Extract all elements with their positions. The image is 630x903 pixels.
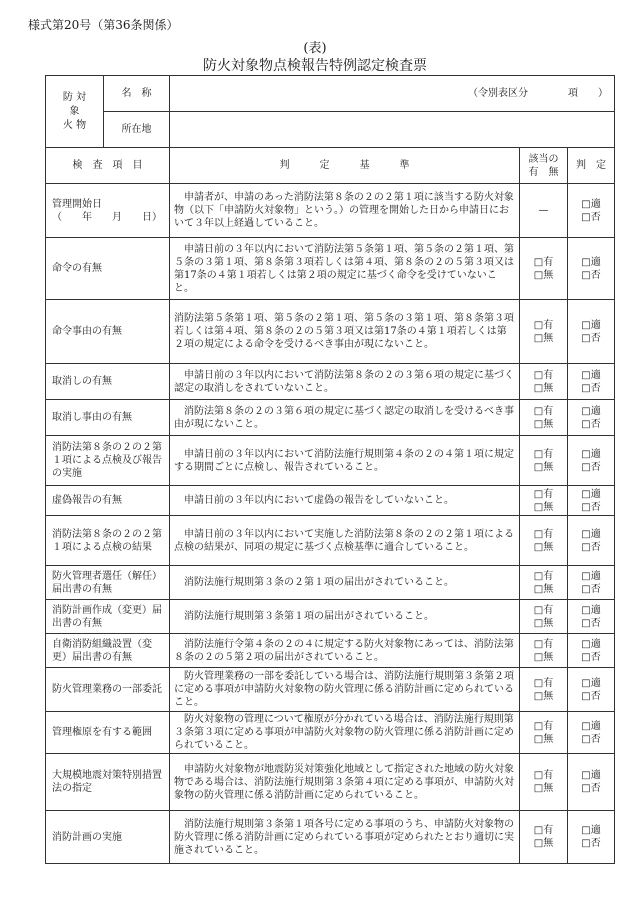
applicable-checkbox[interactable]: □無 bbox=[533, 783, 554, 794]
judgment-checkbox[interactable]: □否 bbox=[581, 783, 601, 794]
judgment-checkbox[interactable]: □適 bbox=[581, 825, 601, 836]
header-criteria: 判 定 基 準 bbox=[170, 148, 520, 184]
applicable-checkbox[interactable]: □有 bbox=[533, 405, 554, 417]
table-row bbox=[46, 300, 615, 364]
criteria-text: 消防法施行規則第３条の２第１項の届出がされていること。 bbox=[170, 566, 520, 600]
table-row bbox=[46, 486, 615, 516]
inspection-item: 虚偽報告の有無 bbox=[46, 486, 170, 516]
applicable-cell bbox=[520, 566, 568, 600]
judgment-checkbox[interactable]: □否 bbox=[581, 541, 601, 553]
judgment-cell bbox=[568, 600, 615, 634]
applicable-checkbox[interactable]: □有 bbox=[533, 570, 554, 582]
location-label: 所在地 bbox=[104, 112, 170, 148]
inspection-table bbox=[45, 75, 615, 864]
judgment-checkbox[interactable]: □適 bbox=[581, 405, 601, 417]
judgment-checkbox[interactable]: □否 bbox=[581, 382, 601, 394]
inspection-item: 管理権原を有する範囲 bbox=[46, 712, 170, 754]
applicable-checkbox[interactable]: □有 bbox=[533, 770, 554, 781]
judgment-cell bbox=[568, 300, 615, 364]
applicable-cell bbox=[520, 238, 568, 300]
applicable-cell bbox=[520, 600, 568, 634]
applicable-checkbox[interactable]: □有 bbox=[533, 488, 554, 500]
criteria-text: 申請者が、申請のあった消防法第８条の２の２第１項に該当する防火対象物（以下「申請防火対象物」という。）の管理を開始した日から申請日において３年以上経過していること。 bbox=[170, 184, 520, 238]
judgment-checkbox[interactable]: □否 bbox=[581, 269, 601, 281]
judgment-cell bbox=[568, 436, 615, 486]
judgment-checkbox[interactable]: □適 bbox=[581, 256, 601, 268]
name-label: 名 称 bbox=[104, 76, 170, 112]
form-number: 様式第20号（第36条関係） bbox=[28, 18, 179, 32]
target-vertical-label: 防 対 象 火 物 bbox=[46, 76, 104, 148]
inspection-item: 命令の有無 bbox=[46, 238, 170, 300]
judgment-checkbox[interactable]: □否 bbox=[581, 461, 601, 473]
table-row bbox=[46, 600, 615, 634]
applicable-cell bbox=[520, 364, 568, 400]
judgment-checkbox[interactable]: □適 bbox=[581, 198, 601, 210]
applicable-checkbox[interactable]: □無 bbox=[533, 651, 554, 663]
judgment-checkbox[interactable]: □適 bbox=[581, 448, 601, 460]
judgment-cell bbox=[568, 184, 615, 238]
judgment-checkbox[interactable]: □否 bbox=[581, 501, 601, 513]
inspection-item: 命令事由の有無 bbox=[46, 300, 170, 364]
judgment-cell bbox=[568, 634, 615, 668]
applicable-cell bbox=[520, 811, 568, 864]
applicable-cell bbox=[520, 300, 568, 364]
table-row bbox=[46, 238, 615, 300]
criteria-text: 消防法第５条第１項、第５条の２第１項、第５条の３第１項、第８条第３項若しくは第４項、第８条の２の５第３項又は第17条の４第１項若しくは第２項の規定による命令を受けるべき事由が現にないこと。 bbox=[170, 300, 520, 364]
judgment-cell bbox=[568, 754, 615, 811]
criteria-text: 消防法施行規則第３条第１項の届出がされていること。 bbox=[170, 600, 520, 634]
applicable-cell bbox=[520, 634, 568, 668]
table-row bbox=[46, 668, 615, 712]
applicable-checkbox[interactable]: □有 bbox=[533, 720, 554, 732]
applicable-checkbox[interactable]: □有 bbox=[533, 825, 554, 836]
judgment-checkbox[interactable]: □適 bbox=[581, 570, 601, 582]
inspection-item: 消防法第８条の２の２第１項による点検の結果 bbox=[46, 516, 170, 566]
judgment-cell bbox=[568, 811, 615, 864]
judgment-cell bbox=[568, 400, 615, 436]
table-row bbox=[46, 811, 615, 864]
table-row bbox=[46, 516, 615, 566]
applicable-checkbox[interactable]: □無 bbox=[533, 418, 554, 430]
applicable-checkbox[interactable]: □有 bbox=[533, 604, 554, 616]
judgment-checkbox[interactable]: □否 bbox=[581, 211, 601, 223]
applicable-cell bbox=[520, 668, 568, 712]
criteria-text: 申請日前の３年以内において実施した消防法第８条の２の２第１項による点検の結果が、同項の規定に基づく点検基準に適合していること。 bbox=[170, 516, 520, 566]
applicable-cell bbox=[520, 400, 568, 436]
applicable-checkbox[interactable]: □無 bbox=[533, 733, 554, 745]
judgment-cell bbox=[568, 668, 615, 712]
criteria-text: 防火管理業務の一部を委託している場合は、消防法施行規則第３条第２項に定める事項が申請防火対象物の防火管理に係る消防計画に定められていること。 bbox=[170, 668, 520, 712]
applicable-checkbox[interactable]: □無 bbox=[533, 501, 554, 513]
judgment-checkbox[interactable]: □適 bbox=[581, 677, 601, 689]
inspection-item: 取消し事由の有無 bbox=[46, 400, 170, 436]
criteria-text: 防火対象物の管理について権原が分かれている場合は、消防法施行規則第３条第３項に定める事項が申請防火対象物の防火管理に係る消防計画に定められていること。 bbox=[170, 712, 520, 754]
inspection-item: 大規模地震対策特別措置法の指定 bbox=[46, 754, 170, 811]
table-row bbox=[46, 436, 615, 486]
judgment-checkbox[interactable]: □否 bbox=[581, 733, 601, 745]
judgment-cell bbox=[568, 516, 615, 566]
judgment-checkbox[interactable]: □適 bbox=[581, 488, 601, 500]
judgment-cell bbox=[568, 364, 615, 400]
judgment-checkbox[interactable]: □否 bbox=[581, 332, 601, 344]
header-judgment: 判 定 bbox=[568, 148, 615, 184]
applicable-cell bbox=[520, 486, 568, 516]
header-applicable: 該当の有 無 bbox=[520, 148, 568, 184]
criteria-text: 申請日前の３年以内において消防法施行規則第４条の２の４第１項に規定する期間ごとに点検し、報告されていること。 bbox=[170, 436, 520, 486]
inspection-item: 管理開始日 （ 年 月 日） bbox=[46, 184, 170, 238]
judgment-cell bbox=[568, 238, 615, 300]
document-title: 防火対象物点検報告特例認定検査票 bbox=[203, 58, 427, 74]
criteria-text: 申請日前の３年以内において消防法第５条第１項、第５条の２第１項、第５条の３第１項、第８条第３項若しくは第４項、第８条の２の５第３項又は第17条の４第１項若しくは第２項の規定に基づく命令を受けていないこと。 bbox=[170, 238, 520, 300]
judgment-checkbox[interactable]: □否 bbox=[581, 617, 601, 629]
side-label: (表) bbox=[303, 41, 327, 56]
applicable-checkbox[interactable]: □有 bbox=[533, 319, 554, 331]
applicable-checkbox[interactable]: □無 bbox=[533, 617, 554, 629]
inspection-item: 取消しの有無 bbox=[46, 364, 170, 400]
inspection-item: 消防計画作成（変更）届出書の有無 bbox=[46, 600, 170, 634]
judgment-checkbox[interactable]: □適 bbox=[581, 720, 601, 732]
applicable-cell bbox=[520, 516, 568, 566]
judgment-checkbox[interactable]: □適 bbox=[581, 369, 601, 381]
applicable-cell bbox=[520, 184, 568, 238]
applicable-checkbox[interactable]: □有 bbox=[533, 256, 554, 268]
inspection-item: 消防計画の実施 bbox=[46, 811, 170, 864]
applicable-cell bbox=[520, 712, 568, 754]
judgment-checkbox[interactable]: □適 bbox=[581, 528, 601, 540]
inspection-item: 防火管理者選任（解任）届出書の有無 bbox=[46, 566, 170, 600]
applicable-checkbox[interactable]: □無 bbox=[533, 690, 554, 702]
judgment-checkbox[interactable]: □否 bbox=[581, 418, 601, 430]
inspection-item: 消防法第８条の２の２第１項による点検及び報告の実施 bbox=[46, 436, 170, 486]
judgment-checkbox[interactable]: □否 bbox=[581, 838, 601, 849]
table-row bbox=[46, 634, 615, 668]
applicable-cell bbox=[520, 436, 568, 486]
table-row bbox=[46, 400, 615, 436]
table-row bbox=[46, 184, 615, 238]
table-row bbox=[46, 364, 615, 400]
not-applicable-mark: — bbox=[538, 205, 549, 216]
applicable-checkbox[interactable]: □有 bbox=[533, 677, 554, 689]
applicable-checkbox[interactable]: □無 bbox=[533, 838, 554, 849]
judgment-checkbox[interactable]: □否 bbox=[581, 651, 601, 663]
table-row bbox=[46, 712, 615, 754]
judgment-checkbox[interactable]: □適 bbox=[581, 319, 601, 331]
judgment-cell bbox=[568, 712, 615, 754]
judgment-cell bbox=[568, 486, 615, 516]
judgment-checkbox[interactable]: □適 bbox=[581, 770, 601, 781]
applicable-checkbox[interactable]: □有 bbox=[533, 448, 554, 460]
judgment-checkbox[interactable]: □否 bbox=[581, 583, 601, 595]
table-row bbox=[46, 754, 615, 811]
applicable-checkbox[interactable]: □無 bbox=[533, 541, 554, 553]
applicable-checkbox[interactable]: □有 bbox=[533, 528, 554, 540]
applicable-checkbox[interactable]: □有 bbox=[533, 638, 554, 650]
judgment-cell bbox=[568, 566, 615, 600]
applicable-checkbox[interactable]: □無 bbox=[533, 583, 554, 595]
inspection-item: 防火管理業務の一部委託 bbox=[46, 668, 170, 712]
criteria-text: 申請防火対象物が地震防災対策強化地域として指定された地域の防火対象物である場合は、消防法施行規則第３条第４項に定める事項が、申請防火対象物の防火管理に係る消防計画に定められていること。 bbox=[170, 754, 520, 811]
criteria-text: 消防法施行令第４条の２の４に規定する防火対象物にあっては、消防法第８条の２の５第２項の届出がされていること。 bbox=[170, 634, 520, 668]
classification-field[interactable]: （令別表区分 項 ） bbox=[170, 76, 615, 112]
inspection-item: 自衛消防組織設置（変更）届出書の有無 bbox=[46, 634, 170, 668]
table-row bbox=[46, 566, 615, 600]
location-field[interactable] bbox=[170, 112, 615, 148]
applicable-checkbox[interactable]: □無 bbox=[533, 461, 554, 473]
header-item: 検 査 項 目 bbox=[46, 148, 170, 184]
applicable-checkbox[interactable]: □有 bbox=[533, 369, 554, 381]
judgment-checkbox[interactable]: □否 bbox=[581, 690, 601, 702]
applicable-cell bbox=[520, 754, 568, 811]
criteria-text: 申請日前の３年以内において虚偽の報告をしていないこと。 bbox=[170, 486, 520, 516]
applicable-checkbox[interactable]: □無 bbox=[533, 332, 554, 344]
applicable-checkbox[interactable]: □無 bbox=[533, 269, 554, 281]
criteria-text: 消防法第８条の２の３第６項の規定に基づく認定の取消しを受けるべき事由が現にないこと。 bbox=[170, 400, 520, 436]
criteria-text: 申請日前の３年以内において消防法第８条の２の３第６項の規定に基づく認定の取消しをされていないこと。 bbox=[170, 364, 520, 400]
applicable-checkbox[interactable]: □無 bbox=[533, 382, 554, 394]
criteria-text: 消防法施行規則第３条第１項各号に定める事項のうち、申請防火対象物の防火管理に係る消防計画に定められている事項が定められたとおり適切に実施されていること。 bbox=[170, 811, 520, 864]
judgment-checkbox[interactable]: □適 bbox=[581, 604, 601, 616]
judgment-checkbox[interactable]: □適 bbox=[581, 638, 601, 650]
